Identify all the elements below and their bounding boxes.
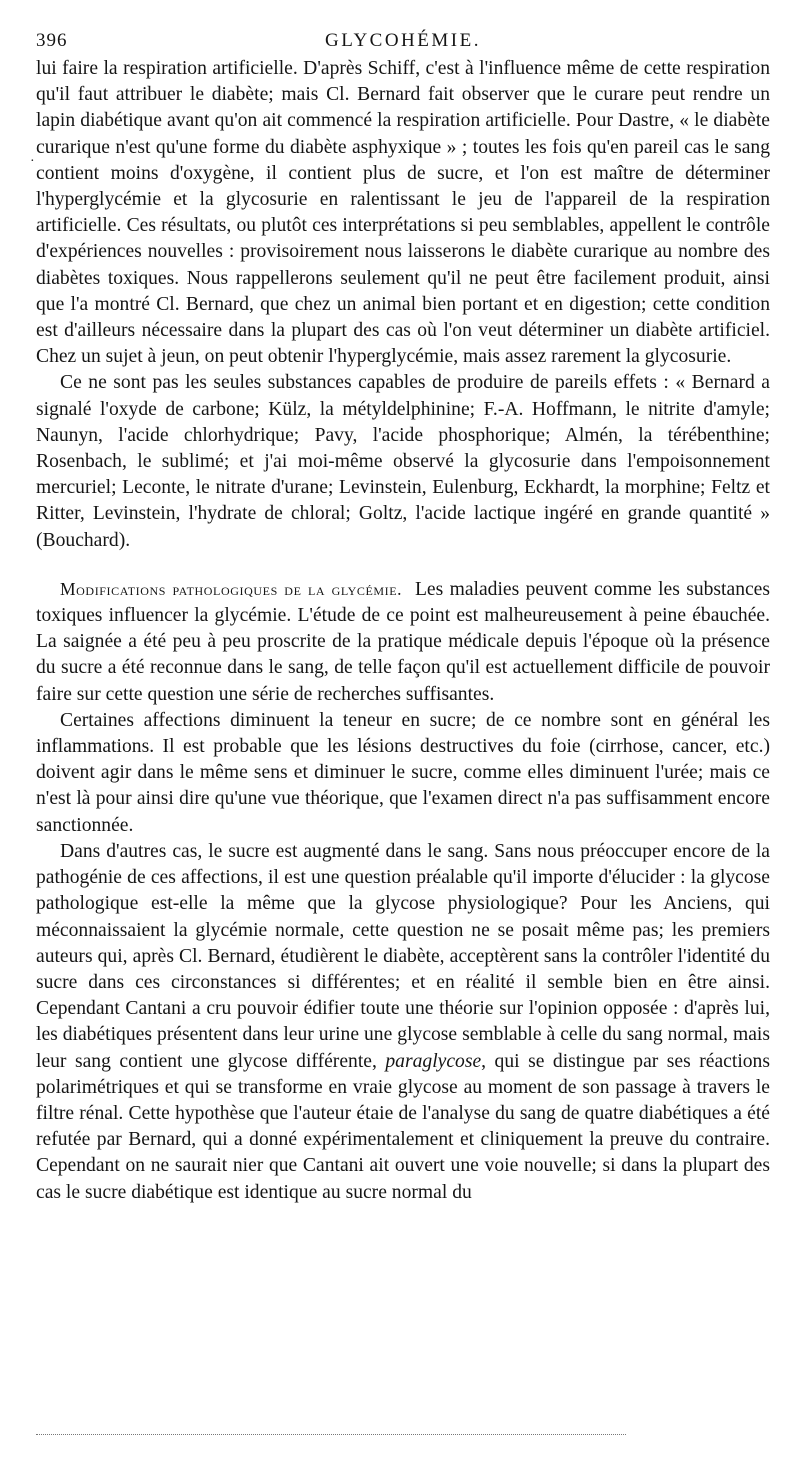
paragraph-4: Certaines affections diminuent la teneur en sucre; de ce nombre sont en général les inflammations. Il est probable que les lésions destructives du foie (cirrhose, cancer, etc.) doivent agir dans le même sens et diminuer le sucre, comme elles diminuent l'urée; mais ce n'est là pour ainsi dire qu'une vue théorique, que l'examen direct n'a pas suffisamment encore sanctionnée.	[36, 709, 770, 836]
running-title: GLYCOHÉMIE.	[325, 30, 481, 51]
page	[36, 30, 770, 1206]
margin-marker: ·	[30, 154, 35, 169]
paragraph-5	[36, 839, 770, 1206]
paragraph-3-text: Les maladies peuvent comme les substances toxiques influencer la glycémie. L'étude de ce point est malheureusement à peine ébauchée. La saignée a été peu à peu proscrite de la pratique médicale depuis l'époque où la présence du sucre a été reconnue dans le sang, de telle façon qu'il est actuellement difficile de pouvoir faire sur cette question une série de recherches suffisantes.	[36, 578, 771, 705]
paragraph-3	[36, 576, 770, 708]
paragraph-2: Ce ne sont pas les seules substances capables de produire de pareils effets : « Bernard a signalé l'oxyde de carbone; Külz, la métyldelphinine; F.-A. Hoffmann, le nitrite d'amyle; Naunyn, l'acide chlorhydrique; Pavy, l'acide phosphorique; Almén, la térébenthine; Rosenbach, le sublimé; et j'ai moi-même observé la glycosurie dans l'empoisonnement mercuriel; Leconte, le nitrate d'urane; Levinstein, Eulenburg, Eckhardt, la morphine; Feltz et Ritter, Levinstein, l'hydrate de chloral; Goltz, l'acide lactique ingéré en grande quantité » (Bouchard).	[36, 372, 770, 551]
section-gap	[36, 554, 770, 576]
page-header	[36, 30, 770, 56]
paragraph-5-italic-term: paraglycose	[385, 1050, 482, 1072]
section-heading: Modifications pathologiques de la glycémie.	[60, 578, 403, 599]
paragraph-5-rest: , qui se distingue par ses réactions polarimétriques et qui se transforme en vraie glycose au moment de son passage à travers le filtre rénal. Cette hypothèse que l'auteur étaie de l'analyse du sang de quatre diabétiques a été refutée par Bernard, qui a donné expérimentalement et cliniquement la preuve du contraire. Cependant on ne saurait nier que Cantani ait ouvert une voie nouvelle; si dans la plupart des cas le sucre diabétique est identique au sucre normal du	[36, 1050, 770, 1203]
page-number: 396	[36, 30, 68, 51]
paragraph-1: lui faire la respiration artificielle. D'après Schiff, c'est à l'influence même de cette respiration qu'il faut attribuer le diabète; mais Cl. Bernard fait observer que le curare peut rendre un lapin diabétique avant qu'on ait commencé la respiration artificielle. Pour Dastre, « le diabète curarique n'est qu'une forme du diabète asphyxique » ; toutes les fois qu'en pareil cas le sang contient moins d'oxygène, il contient plus de sucre, et l'on est maître de déterminer l'hyperglycémie et la glycosurie en ralentissant le jeu de l'appareil de la respiration artificielle. Ces résultats, ou plutôt ces interprétations si peu semblables, appellent le contrôle d'expériences nouvelles : provisoirement nous laisserons le diabète curarique au nombre des diabètes toxiques. Nous rappellerons seulement qu'il ne peut être facilement produit, ainsi que l'a montré Cl. Bernard, que chez un animal bien portant et en digestion; cette condition est d'ailleurs nécessaire dans la plupart des cas où l'on veut déterminer un diabète artificiel. Chez un sujet à jeun, on peut obtenir l'hyperglycémie, mais assez rarement la glycosurie.	[36, 58, 770, 368]
body-text	[36, 56, 770, 1206]
footer-rule	[36, 1434, 626, 1435]
paragraph-5-text: Dans d'autres cas, le sucre est augmenté dans le sang. Sans nous préoccuper encore de la pathogénie de ces affections, il est une question préalable qu'il importe d'élucider : la glycose pathologique est-elle la même que la glycose physiologique? Pour les Anciens, qui méconnaissaient la glycémie normale, cette question ne se posait même pas; les premiers auteurs qui, après Cl. Bernard, étudièrent le diabète, acceptèrent sans la contrôler l'identité du sucre dans ces circonstances si différentes; et en réalité il semble bien en être ainsi. Cependant Cantani a cru pouvoir édifier toute une théorie sur l'opinion opposée : d'après lui, les diabétiques présentent dans leur urine une glycose semblable à celle du sang normal, mais leur sang contient une glycose différente,	[36, 840, 770, 1072]
